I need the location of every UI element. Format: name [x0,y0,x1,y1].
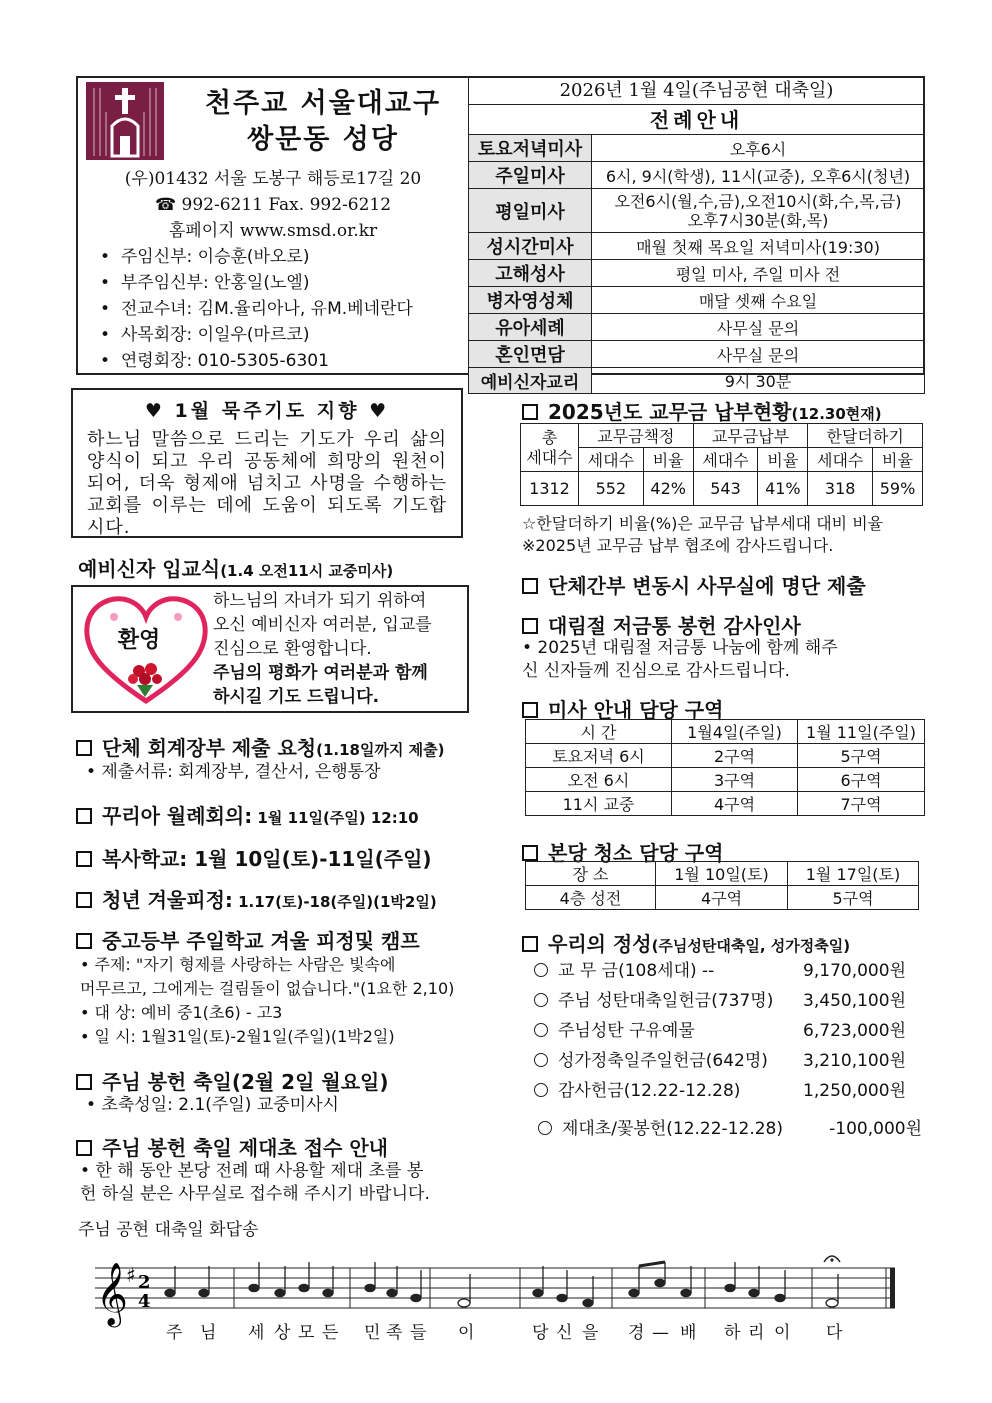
advent-box-title: 대림절 저금통 봉헌 감사인사 [522,610,801,639]
table-cell: 2구역 [672,744,798,768]
table-row [469,341,925,368]
list-item: 감사헌금(12.22-12.28) 1,250,000원 [534,1080,914,1110]
checkbox-icon [76,851,92,867]
table-row [469,189,925,233]
circle-bullet-icon [534,1083,548,1097]
lyric-syllable: 리 [748,1323,765,1343]
prayer-intention-box [71,388,463,538]
liturgy-guide [468,78,923,393]
staff-item-pastor: • 주임신부: 이승훈(바오로) [100,247,310,267]
altar-candle-title: 주님 봉헌 축일 제대초 접수 안내 [76,1132,388,1161]
list-item: 제대초/꽃봉헌(12.22-12.28) -100,000원 [538,1118,922,1148]
staff-item-council: • 사목회장: 이일우(마르코) [100,325,310,345]
table-row [469,233,925,260]
checkbox-icon [522,578,538,594]
staff-lines [95,1268,895,1308]
circle-bullet-icon [538,1121,552,1135]
row-label: 혼인면담 [469,341,592,368]
student-camp-title: 중고등부 주일학교 겨울 피정및 캠프 [76,925,420,954]
table-header: 1월 11일(주일) [798,720,925,744]
cleaning-title: 본당 청소 담당 구역 [522,837,723,866]
row-value: 매달 셋째 수요일 [592,287,925,314]
table-header: 1월 17일(토) [788,862,919,886]
subcol-header: 비율 [873,448,923,472]
liturgy-table [468,134,925,394]
parish-title-line2: 쌍문동 성당 [247,124,399,155]
row-value: 사무실 문의 [592,341,925,368]
lyric-syllable: 들 [410,1323,427,1343]
lyric-syllable: 족 [386,1323,403,1343]
checkbox-icon [522,404,538,420]
lyric-syllable: 당 [532,1323,549,1343]
lyric-syllable: 을 [582,1323,599,1343]
circle-bullet-icon [534,1023,548,1037]
lyric-syllable: 모 [298,1323,315,1343]
circle-bullet-icon [534,963,548,977]
circle-bullet-icon [534,993,548,1007]
table-cell: 318 [808,472,873,506]
list-item: 성가정축일주일헌금(642명) 3,210,100원 [534,1050,914,1080]
student-camp-body: • 주제: "자기 형제를 사랑하는 사람은 빛속에 머무르고, 그에게는 걸림돌이 없습니다."(1요한 2,10) • 대 상: 예비 중1(초6) - 고3 • 일 시: 1월31일(토)-2월1일(주일)(1박2일) [80,955,455,1046]
lyric-syllable: 님 [200,1323,217,1343]
accounting-notice-title: 단체 회계장부 제출 요청(1.18일까지 제출) [76,732,445,761]
time-signature-bottom: 4 [138,1291,151,1312]
table-row [526,792,925,816]
row-label: 고해성사 [469,260,592,287]
presentation-feast-body: • 초축성일: 2.1(주일) 교중미사시 [86,1095,339,1115]
table-cell: 7구역 [798,792,925,816]
phone-fax: ☎ 992-6211 Fax. 992-6212 [154,195,392,215]
lyric-syllable: 상 [274,1323,291,1343]
table-cell: 41% [758,472,808,506]
subcol-header: 비율 [643,448,693,472]
cleaning-table [525,861,919,910]
welcome-box [71,585,469,713]
subcol-header: 세대수 [579,448,644,472]
table-row [469,314,925,341]
lyric-syllable: 경 [628,1323,645,1343]
table-cell: 6구역 [798,768,925,792]
bulletin-date: 2026년 1월 4일(주님공현 대축일) [559,80,834,101]
table-cell: 552 [579,472,644,506]
table-cell: 3구역 [672,768,798,792]
table-row [469,287,925,314]
row-value: 오전6시(월,수,금),오전10시(화,수,목,금) 오후7시30분(화,목) [592,189,925,233]
lyric-syllable: 배 [680,1323,697,1343]
table-header: 1월4일(주일) [672,720,798,744]
checkbox-icon [76,808,92,824]
table-cell: 11시 교중 [526,792,672,816]
table-row [469,135,925,162]
row-label: 주일미사 [469,162,592,189]
lyric-syllable: 신 [556,1323,573,1343]
circle-bullet-icon [534,1053,548,1067]
row-label: 유아세례 [469,314,592,341]
offerings-title: 우리의 정성(주님성탄대축일, 성가정축일) [522,928,850,957]
table-row [469,260,925,287]
lyric-syllable: 민 [364,1323,381,1343]
notes [165,1262,838,1307]
lyric-syllable: 든 [322,1323,339,1343]
dues-table [520,423,923,506]
liturgy-title: 전례안내 [469,104,924,134]
mass-guide-table [525,719,925,816]
dues-title: 2025년도 교무금 납부현황(12.30현재) [522,396,882,425]
psalm-title: 주님 공현 대축일 화답송 [78,1220,259,1240]
checkbox-icon [76,933,92,949]
checkbox-icon [76,1074,92,1090]
table-row [526,886,919,910]
psalm-lyrics [90,1322,910,1346]
subcol-header: 세대수 [808,448,873,472]
table-row [469,368,925,394]
checkbox-icon [76,892,92,908]
altar-candle-body: • 한 해 동안 본당 전례 때 사용할 제대 초를 봉 헌 하실 분은 사무실로 접수해 주시기 바랍니다. [80,1161,430,1204]
parish-info [78,78,468,373]
table-header: 시 간 [526,720,672,744]
table-header: 1월 10일(토) [656,862,788,886]
final-barline [890,1268,895,1308]
staff-item-assistant: • 부주임신부: 안홍일(노엘) [100,273,310,293]
table-cell: 42% [643,472,693,506]
sharp-icon: ♯ [126,1263,136,1287]
lyric-syllable: 주 [166,1323,183,1343]
lyric-syllable: 다 [826,1323,843,1343]
accounting-notice-body: • 제출서류: 회계장부, 결산서, 은행통장 [86,762,381,782]
table-header: 장 소 [526,862,656,886]
time-signature-top: 2 [138,1272,151,1293]
table-cell: 4구역 [672,792,798,816]
welcome-label: 환영 [117,628,161,653]
table-cell: 토요저녁 6시 [526,744,672,768]
lyric-syllable: 이 [774,1323,791,1343]
row-value: 오후6시 [592,135,925,162]
parish-title-line1: 천주교 서울대교구 [204,88,442,119]
lyric-syllable: — [652,1323,669,1343]
presentation-feast-title: 주님 봉헌 축일(2월 2일 월요일) [76,1066,389,1095]
row-value: 매월 첫째 목요일 저녁미사(19:30) [592,233,925,260]
parish-title [188,86,458,158]
table-row [526,862,919,886]
list-item: 교 무 금(108세대) -- 9,170,000원 [534,960,914,990]
row-label: 예비신자교리 [469,368,592,394]
prayer-text: 하느님 말씀으로 드리는 기도가 우리 삶의 양식이 되고 우리 공동체에 희망의 원천이 되어, 더욱 형제애 넘치고 사명을 수행하는 교회를 이루는 데에 도움이 되도록 기도합시다. [87,429,447,538]
row-label: 토요저녁미사 [469,135,592,162]
checkbox-icon [522,702,538,718]
row-value: 사무실 문의 [592,314,925,341]
table-cell: 4구역 [656,886,788,910]
row-value: 9시 30분 [592,368,925,394]
curia-meeting-title: 꾸리아 월례회의: 1월 11일(주일) 12:10 [76,800,419,829]
staff-item-sisters: • 전교수녀: 김M.율리아나, 유M.베네란다 [100,299,413,319]
row-label: 병자영성체 [469,287,592,314]
header-box [76,76,925,393]
table-row [521,424,923,448]
list-item: 주님성탄 구유예물 6,723,000원 [534,1020,914,1050]
row-value: 평일 미사, 주일 미사 전 [592,260,925,287]
checkbox-icon [76,1140,92,1156]
advent-box-body: • 2025년 대림절 저금통 나눔에 함께 해주 신 신자들께 진심으로 감사드립니다. [522,638,838,681]
staff-item-funeral: • 연령회장: 010-5305-6301 [100,351,329,371]
table-row [469,162,925,189]
homepage[interactable]: 홈페이지 www.smsd.or.kr [168,221,378,241]
youth-retreat-title: 청년 겨울피정: 1.17(토)-18(주일)(1박2일) [76,884,437,913]
group-header: 교무금책정 [579,424,694,448]
checkbox-icon [76,740,92,756]
group-header: 교무금납부 [693,424,808,448]
table-row [521,472,923,506]
table-cell: 543 [693,472,758,506]
welcome-message: 하느님의 자녀가 되기 위하여 오신 예비신자 여러분, 입교를 진심으로 환영합니다. 주님의 평화가 여러분과 함께 하시길 기도 드립니다. [213,591,432,707]
address: (우)01432 서울 도봉구 해등로17길 20 [124,169,422,189]
catechumen-title: 예비신자 입교식(1.4 오전11시 교중미사) [78,557,394,581]
staff-list [100,244,413,374]
row-label: 성시간미사 [469,233,592,260]
table-cell: 1312 [521,472,579,506]
parish-logo [86,82,164,160]
lyric-syllable: 이 [458,1323,475,1343]
treble-clef-icon: 𝄞 [96,1262,128,1325]
lyric-syllable: 세 [248,1323,265,1343]
dues-notes: ☆한달더하기 비율(%)은 교무금 납부세대 대비 비율 ※2025년 교무금 납부 협조에 감사드립니다. [522,514,884,555]
table-cell: 59% [873,472,923,506]
subcol-header: 세대수 [693,448,758,472]
staff-change-title: 단체간부 변동시 사무실에 명단 제출 [522,570,866,599]
table-cell: 5구역 [798,744,925,768]
checkbox-icon [522,936,538,952]
col-total-header: 총 세대수 [521,424,579,472]
list-item: 주님 성탄대축일헌금(737명) 3,450,100원 [534,990,914,1020]
row-label: 평일미사 [469,189,592,233]
checkbox-icon [522,845,538,861]
table-cell: 오전 6시 [526,768,672,792]
lyric-syllable: 하 [724,1323,741,1343]
subcol-header: 비율 [758,448,808,472]
table-row [526,744,925,768]
church-logo-icon [86,82,164,160]
table-cell: 5구역 [788,886,919,910]
checkbox-icon [522,618,538,634]
group-header: 한달더하기 [808,424,923,448]
mass-guide-title: 미사 안내 담당 구역 [522,694,723,723]
altar-server-school-title: 복사학교: 1월 10일(토)-11일(주일) [76,843,432,872]
table-row [526,768,925,792]
table-row [521,448,923,472]
table-row [526,720,925,744]
row-value: 6시, 9시(학생), 11시(교중), 오후6시(청년) [592,162,925,189]
table-cell: 4층 성전 [526,886,656,910]
prayer-title: ♥ 1월 묵주기도 지향 ♥ [144,400,390,422]
